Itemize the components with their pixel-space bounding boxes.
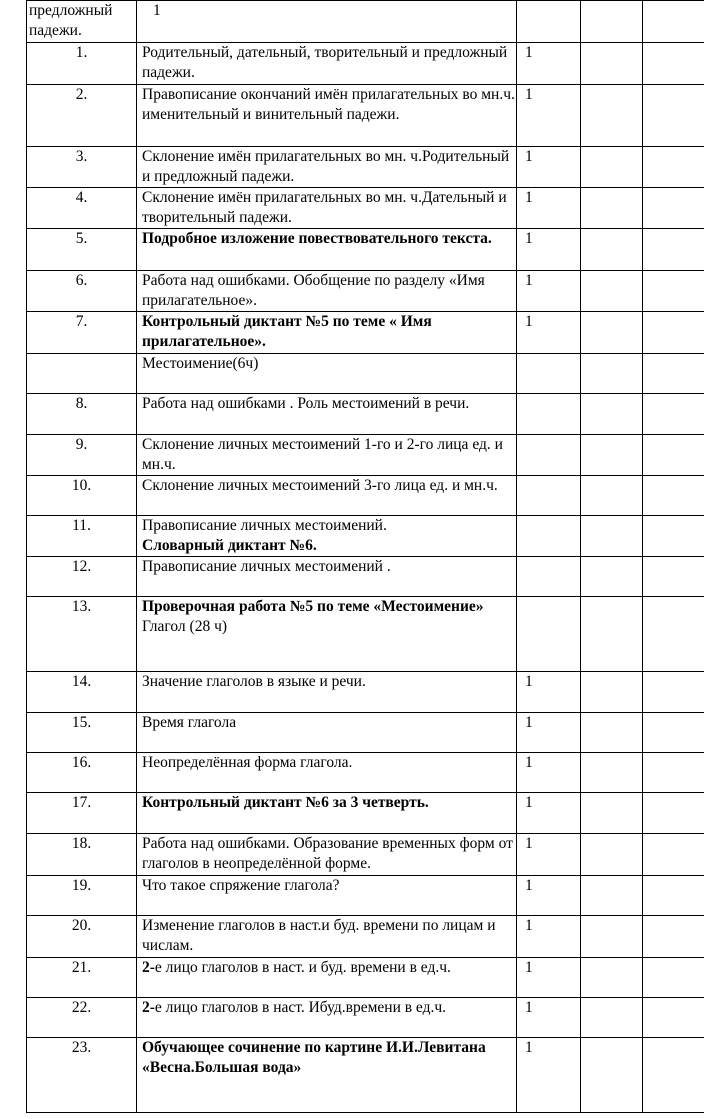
table-row <box>27 672 704 713</box>
topic-bold-line: Словарный диктант №6. <box>142 537 317 554</box>
topic-text: Что такое спряжение глагола? <box>142 877 340 894</box>
table-row <box>27 834 704 876</box>
topic-text: Правописание личных местоимений. <box>142 517 387 534</box>
empty-cell <box>581 147 643 188</box>
empty-cell <box>581 793 643 834</box>
empty-cell <box>581 753 643 793</box>
row-number-cell: 12. <box>27 557 137 597</box>
empty-cell <box>643 998 704 1038</box>
topic-text: Склонение имён прилагательных во мн. ч.Родительный и предложный падежи. <box>142 148 510 185</box>
topic-cell <box>137 43 517 85</box>
table-row <box>27 271 704 312</box>
topic-cell <box>137 85 517 147</box>
table-row <box>27 793 704 834</box>
empty-cell <box>643 435 704 476</box>
empty-cell <box>581 916 643 958</box>
empty-cell <box>643 516 704 557</box>
hours-cell: 1 <box>517 229 581 271</box>
topic-text: Проверочная работа №5 по теме «Местоимение» <box>142 598 484 615</box>
hours-cell: 1 <box>517 916 581 958</box>
empty-cell <box>643 354 704 394</box>
row-number-cell: 22. <box>27 998 137 1038</box>
row-number-cell: 14. <box>27 672 137 713</box>
row-number-cell: 18. <box>27 834 137 876</box>
table-row <box>27 147 704 188</box>
row-number-cell: 5. <box>27 229 137 271</box>
empty-cell <box>643 916 704 958</box>
topic-text: Родительный, дательный, творительный и предложный падежи. <box>142 44 508 81</box>
row-number-cell: 3. <box>27 147 137 188</box>
empty-cell <box>643 1 704 43</box>
topic-text: Работа над ошибками. Обобщение по разделу «Имя прилагательное». <box>142 272 485 309</box>
hours-cell <box>517 394 581 435</box>
table-row <box>27 916 704 958</box>
empty-cell <box>581 876 643 916</box>
topic-text: Работа над ошибками . Роль местоимений в речи. <box>142 395 470 412</box>
topic-cell <box>137 147 517 188</box>
empty-cell <box>581 354 643 394</box>
topic-cell <box>137 998 517 1038</box>
row-number-cell: 6. <box>27 271 137 312</box>
empty-cell <box>643 147 704 188</box>
topic-text: Местоимение(6ч) <box>142 355 259 372</box>
topic-text: е лицо глаголов в наст. и буд. времени в ед.ч. <box>154 959 451 976</box>
empty-cell <box>643 476 704 516</box>
hours-cell <box>517 435 581 476</box>
empty-cell <box>581 672 643 713</box>
topic-cell <box>137 834 517 876</box>
table-row <box>27 394 704 435</box>
hours-cell: 1 <box>517 147 581 188</box>
empty-cell <box>517 1 581 43</box>
empty-cell <box>643 394 704 435</box>
topic-text: Неопределённая форма глагола. <box>142 754 353 771</box>
hours-cell <box>517 476 581 516</box>
table-row <box>27 43 704 85</box>
hours-cell: 1 <box>517 271 581 312</box>
hours-cell: 1 <box>517 1038 581 1113</box>
table-row <box>27 516 704 557</box>
topic-text: Правописание личных местоимений . <box>142 558 391 575</box>
row-number-cell: 1. <box>27 43 137 85</box>
row-number-cell: 20. <box>27 916 137 958</box>
topic-text: Склонение личных местоимений 1-го и 2-го лица ед. и мн.ч. <box>142 436 503 473</box>
hours-cell: 1 <box>517 85 581 147</box>
table-body <box>27 1 704 1113</box>
topic-cell <box>137 1038 517 1113</box>
table-row <box>27 557 704 597</box>
row-number-cell <box>27 354 137 394</box>
empty-cell <box>581 834 643 876</box>
table-row <box>27 753 704 793</box>
empty-cell <box>581 43 643 85</box>
table-row <box>27 876 704 916</box>
hours-cell: 1 <box>517 753 581 793</box>
row-number-cell: 4. <box>27 188 137 229</box>
empty-cell <box>643 1038 704 1113</box>
empty-cell <box>581 476 643 516</box>
empty-cell <box>581 188 643 229</box>
empty-cell <box>581 435 643 476</box>
topic-text: Контрольный диктант №6 за 3 четверть. <box>142 794 429 811</box>
topic-cell <box>137 188 517 229</box>
hours-cell: 1 <box>137 1 517 43</box>
hours-cell: 1 <box>517 958 581 998</box>
topic-text: Работа над ошибками. Образование временных форм от глаголов в неопределённой форме. <box>142 835 513 872</box>
table-row <box>27 597 704 672</box>
empty-cell <box>643 597 704 672</box>
row-number-cell: предложный падежи. <box>27 1 137 43</box>
table-row <box>27 1 704 43</box>
table-row <box>27 1038 704 1113</box>
empty-cell <box>581 271 643 312</box>
hours-cell: 1 <box>517 876 581 916</box>
row-number-cell: 16. <box>27 753 137 793</box>
table-row <box>27 998 704 1038</box>
topic-text: Правописание окончаний имён прилагательных во мн.ч. именительный и винительный падежи. <box>142 86 515 123</box>
hours-cell: 1 <box>517 793 581 834</box>
row-number-cell: 2. <box>27 85 137 147</box>
row-number-cell: 8. <box>27 394 137 435</box>
empty-cell <box>643 271 704 312</box>
topic-cell <box>137 713 517 753</box>
empty-cell <box>581 229 643 271</box>
topic-text: Склонение личных местоимений 3-го лица ед. и мн.ч. <box>142 477 498 494</box>
empty-cell <box>581 85 643 147</box>
topic-text: Подробное изложение повествовательного текста. <box>142 230 492 247</box>
row-number-cell: 21. <box>27 958 137 998</box>
empty-cell <box>581 998 643 1038</box>
topic-cell <box>137 271 517 312</box>
hours-cell: 1 <box>517 713 581 753</box>
row-number-cell: 9. <box>27 435 137 476</box>
topic-text: Контрольный диктант №5 по теме « Имя прилагательное». <box>142 313 432 350</box>
table-row <box>27 85 704 147</box>
row-number-cell: 23. <box>27 1038 137 1113</box>
section-heading: Глагол (28 ч) <box>142 618 228 635</box>
topic-bold-prefix: 2- <box>142 999 155 1016</box>
topic-text: Время глагола <box>142 714 237 731</box>
topic-cell <box>137 753 517 793</box>
topic-text: Обучающее сочинение по картине И.И.Левитана «Весна.Большая вода» <box>142 1039 486 1076</box>
topic-cell <box>137 672 517 713</box>
topic-text: е лицо глаголов в наст. Ибуд.времени в ед.ч. <box>154 999 447 1016</box>
table-row <box>27 435 704 476</box>
empty-cell <box>643 229 704 271</box>
hours-cell: 1 <box>517 312 581 354</box>
topic-cell <box>137 435 517 476</box>
empty-cell <box>581 394 643 435</box>
topic-cell <box>137 958 517 998</box>
hours-cell <box>517 516 581 557</box>
topic-text: Изменение глаголов в наст.и буд. времени по лицам и числам. <box>142 917 496 954</box>
empty-cell <box>581 597 643 672</box>
empty-cell <box>581 713 643 753</box>
table-row <box>27 312 704 354</box>
topic-bold-prefix: 2- <box>142 959 155 976</box>
empty-cell <box>643 188 704 229</box>
topic-text: Значение глаголов в языке и речи. <box>142 673 366 690</box>
topic-cell <box>137 916 517 958</box>
hours-cell: 1 <box>517 672 581 713</box>
row-number-cell: 11. <box>27 516 137 557</box>
table-row <box>27 713 704 753</box>
lesson-plan-table <box>26 0 704 1113</box>
empty-cell <box>581 1038 643 1113</box>
hours-cell <box>517 597 581 672</box>
empty-cell <box>581 312 643 354</box>
topic-cell <box>137 476 517 516</box>
table-row <box>27 229 704 271</box>
table-row <box>27 354 704 394</box>
empty-cell <box>643 958 704 998</box>
topic-cell <box>137 312 517 354</box>
empty-cell <box>643 312 704 354</box>
empty-cell <box>581 516 643 557</box>
topic-cell <box>137 229 517 271</box>
empty-cell <box>581 557 643 597</box>
empty-cell <box>643 876 704 916</box>
table-row <box>27 476 704 516</box>
topic-text: Склонение имён прилагательных во мн. ч.Дательный и творительный падежи. <box>142 189 507 226</box>
topic-cell <box>137 557 517 597</box>
row-number-cell: 19. <box>27 876 137 916</box>
topic-cell <box>137 793 517 834</box>
topic-cell <box>137 516 517 557</box>
table-row <box>27 958 704 998</box>
empty-cell <box>643 672 704 713</box>
topic-cell <box>137 354 517 394</box>
row-number-cell: 7. <box>27 312 137 354</box>
empty-cell <box>643 85 704 147</box>
empty-cell <box>581 1 643 43</box>
topic-cell <box>137 876 517 916</box>
empty-cell <box>643 557 704 597</box>
hours-cell: 1 <box>517 834 581 876</box>
hours-cell: 1 <box>517 998 581 1038</box>
empty-cell <box>643 793 704 834</box>
hours-cell: 1 <box>517 188 581 229</box>
row-number-cell: 13. <box>27 597 137 672</box>
topic-cell <box>137 597 517 672</box>
empty-cell <box>581 958 643 998</box>
table-row <box>27 188 704 229</box>
hours-cell <box>517 354 581 394</box>
empty-cell <box>643 43 704 85</box>
row-number-cell: 10. <box>27 476 137 516</box>
hours-cell <box>517 557 581 597</box>
empty-cell <box>643 713 704 753</box>
empty-cell <box>643 753 704 793</box>
topic-cell <box>137 394 517 435</box>
empty-cell <box>643 834 704 876</box>
hours-cell: 1 <box>517 43 581 85</box>
row-number-cell: 15. <box>27 713 137 753</box>
row-number-cell: 17. <box>27 793 137 834</box>
